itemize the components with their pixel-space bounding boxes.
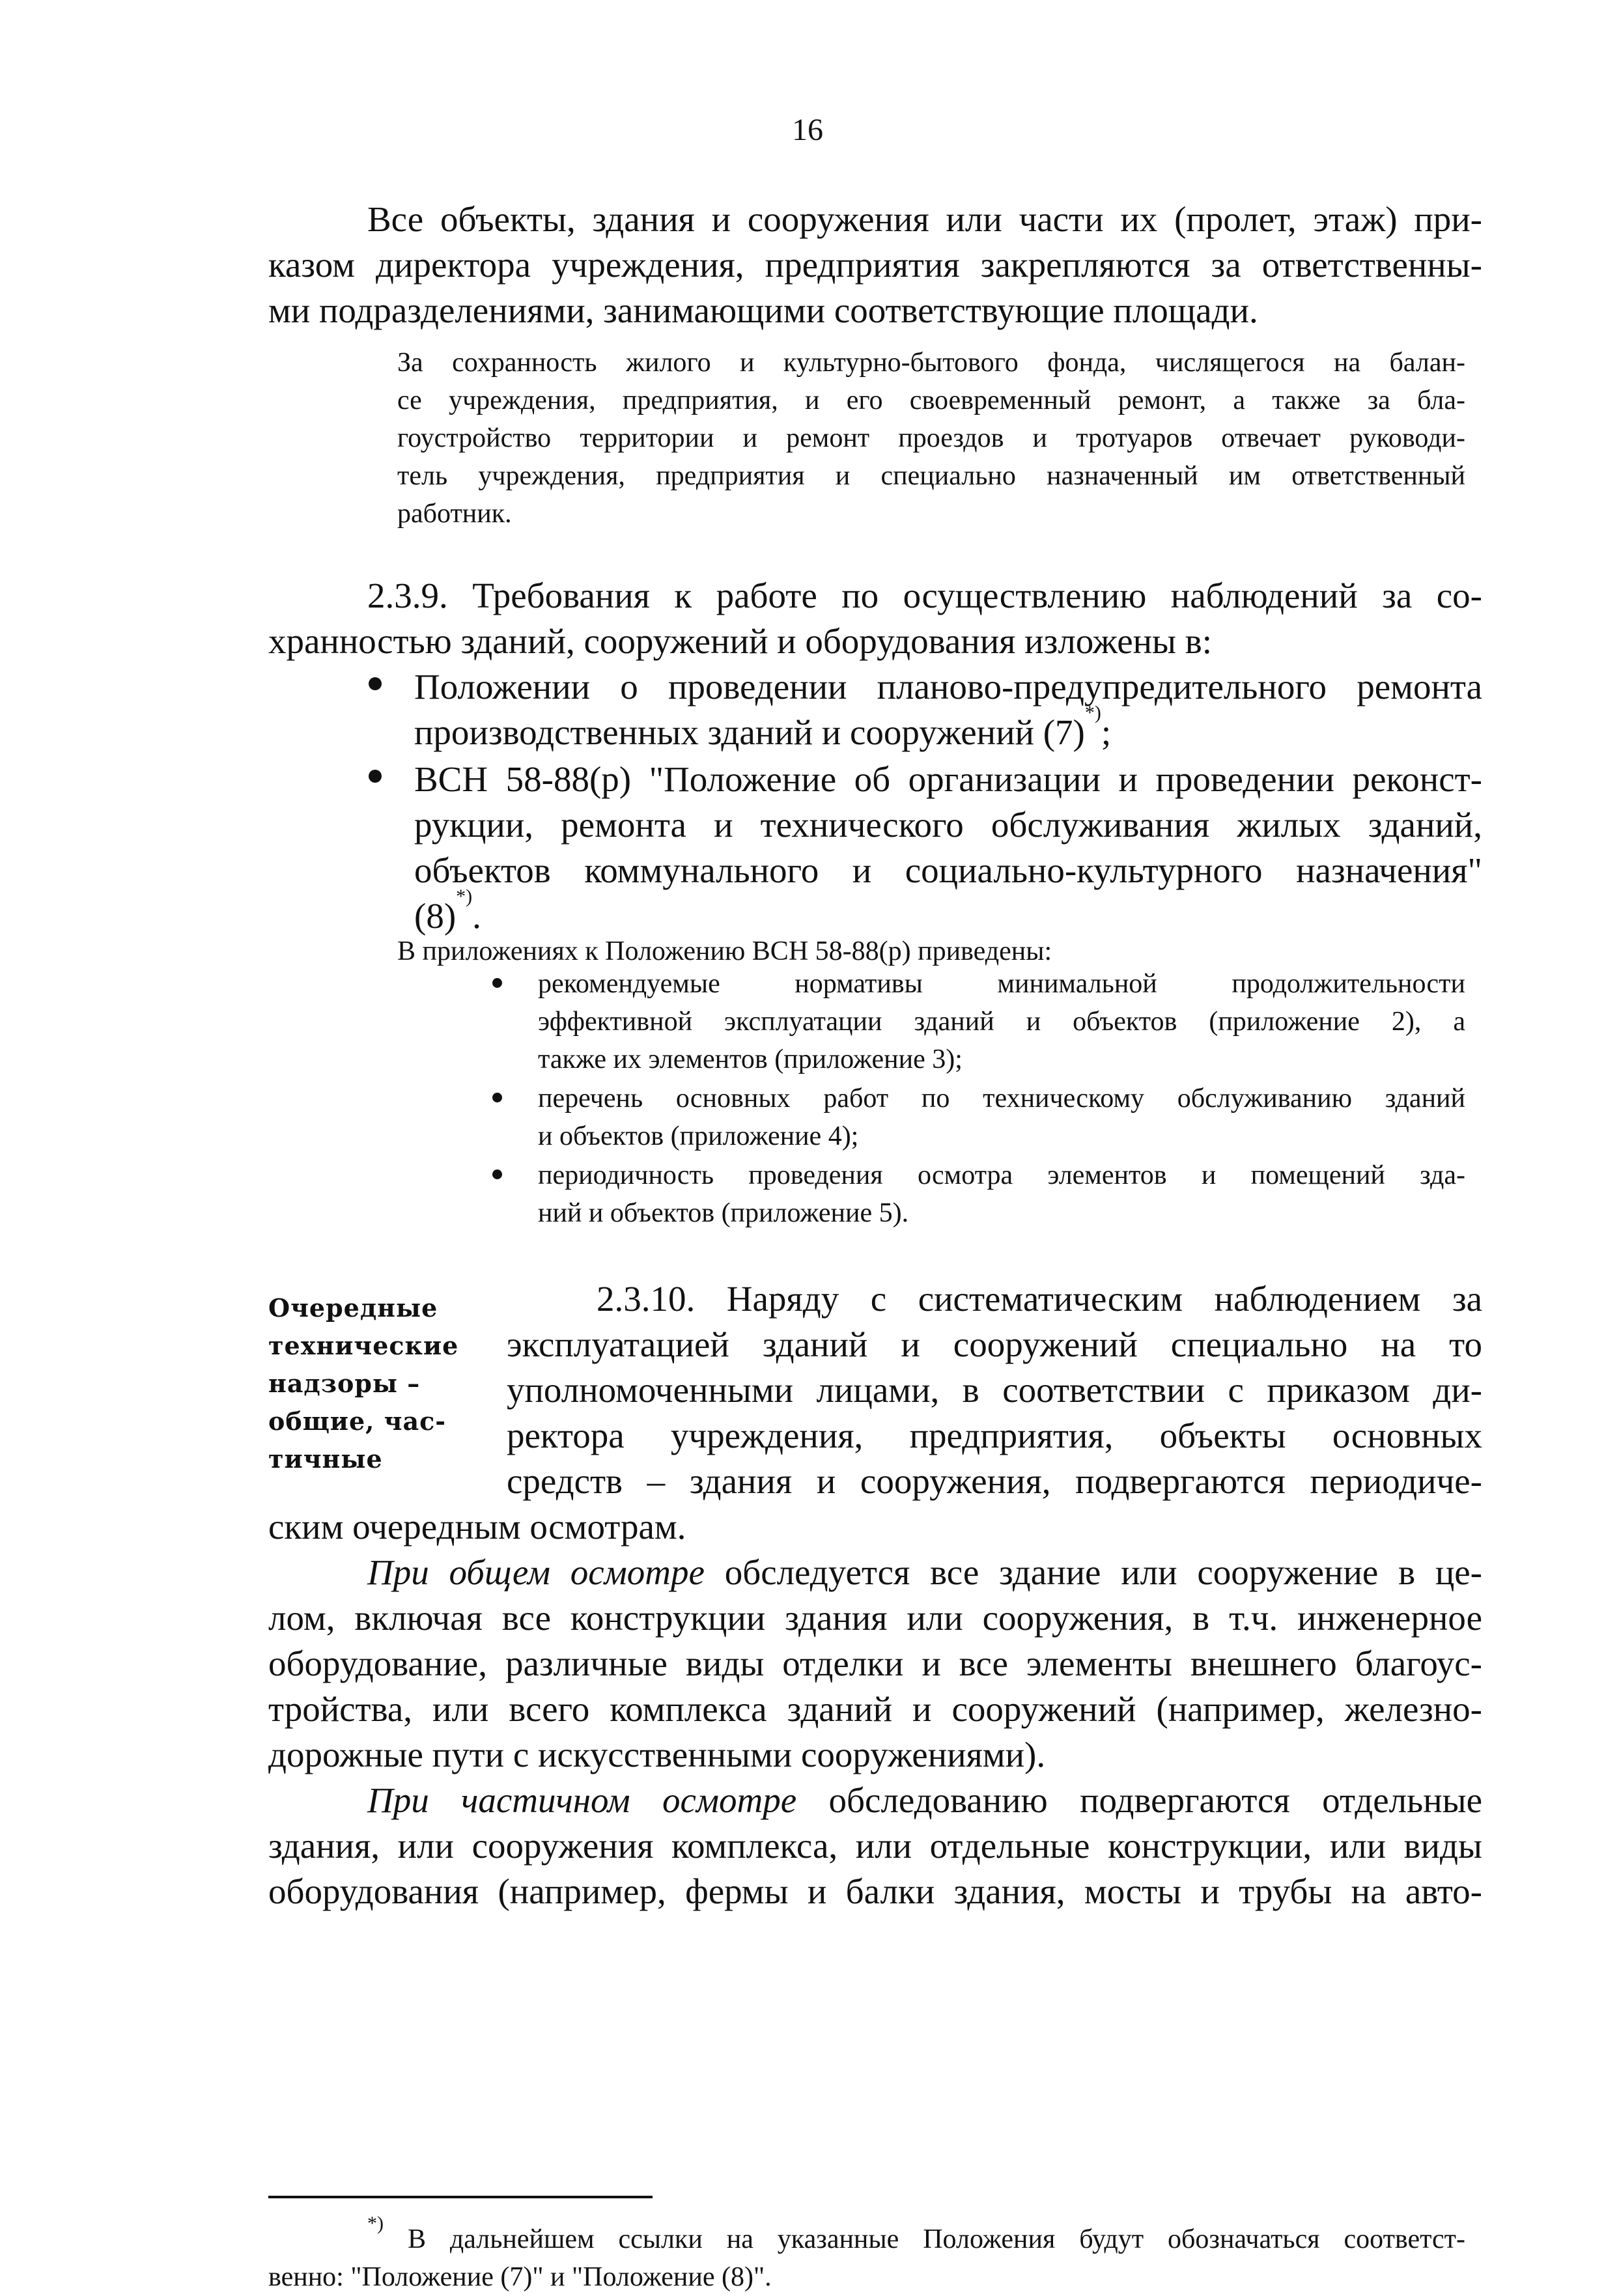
footnote-mark: *) bbox=[456, 886, 473, 907]
text-line: лом, включая все конструкции здания или сооружения, в т.ч. инженерное bbox=[268, 1598, 1482, 1638]
italic-term: При общем осмотре bbox=[367, 1552, 705, 1592]
text-line: ВСН 58-88(р) "Положение об организации и проведении реконст- bbox=[414, 759, 1482, 799]
text-line: уполномоченными лицами, в соответствии с приказом ди- bbox=[507, 1370, 1482, 1410]
footnote-mark: *) bbox=[367, 2213, 384, 2234]
footnote-mark: *) bbox=[1084, 702, 1101, 723]
text-line: работник. bbox=[397, 499, 512, 529]
text-line: тель учреждения, предприятия и специально назначенный им ответственный bbox=[397, 461, 1465, 491]
margin-note-line: Очередные bbox=[268, 1293, 438, 1323]
margin-note-line: надзоры – bbox=[268, 1369, 421, 1398]
text-line: Положении о проведении планово-предупредительного ремонта bbox=[414, 667, 1482, 707]
text-line: здания, или сооружения комплекса, или отдельные конструкции, или виды bbox=[268, 1826, 1482, 1866]
text-line: перечень основных работ по техническому обслуживанию зданий bbox=[538, 1084, 1465, 1113]
page-number: 16 bbox=[792, 113, 823, 147]
appendix-intro: В приложениях к Положению ВСН 58-88(р) приведены: bbox=[397, 936, 1052, 966]
text-line: периодичность проведения осмотра элементов и помещений зда- bbox=[538, 1160, 1465, 1190]
text-line: При общем осмотре обследуется все здание или сооружение в це- bbox=[367, 1552, 1482, 1592]
bullet-icon bbox=[369, 677, 382, 690]
text-line: средств – здания и сооружения, подвергаются периодиче- bbox=[507, 1461, 1482, 1501]
margin-note-line: общие, час- bbox=[268, 1407, 446, 1436]
margin-note-line: тичные bbox=[268, 1444, 383, 1474]
bullet-icon bbox=[369, 770, 382, 783]
section-heading-line: 2.3.10. Наряду с систематическим наблюдением за bbox=[597, 1279, 1482, 1319]
text-line: дорожные пути с искусственными сооружениями). bbox=[268, 1735, 1046, 1774]
text-line: и объектов (приложение 4); bbox=[538, 1121, 859, 1151]
text-line: тройства, или всего комплекса зданий и сооружений (например, железно- bbox=[268, 1689, 1482, 1729]
text-line: гоустройство территории и ремонт проездов и тротуаров отвечает руководи- bbox=[397, 423, 1465, 453]
text-line: объектов коммунального и социально-культурного назначения" bbox=[414, 850, 1482, 890]
text-line: также их элементов (приложение 3); bbox=[538, 1044, 963, 1074]
text-line: эксплуатацией зданий и сооружений специально на то bbox=[507, 1324, 1482, 1364]
text-line: ний и объектов (приложение 5). bbox=[538, 1198, 909, 1228]
text-line: ским очередным осмотрам. bbox=[268, 1507, 686, 1547]
text-line: ректора учреждения, предприятия, объекты основных bbox=[507, 1416, 1482, 1455]
text-line: эффективной эксплуатации зданий и объектов (приложение 2), а bbox=[538, 1007, 1465, 1037]
bullet-icon bbox=[492, 1169, 502, 1179]
text-line: оборудования (например, фермы и балки здания, мосты и трубы на авто- bbox=[268, 1871, 1482, 1911]
bullet-icon bbox=[492, 978, 502, 988]
text-line: се учреждения, предприятия, и его своевременный ремонт, а также за бла- bbox=[397, 385, 1465, 415]
text-line: оборудование, различные виды отделки и все элементы внешнего благоус- bbox=[268, 1644, 1482, 1683]
margin-note-line: технические bbox=[268, 1331, 459, 1360]
text-line: (8)*). bbox=[414, 886, 481, 936]
text-line: рукции, ремонта и технического обслуживания жилых зданий, bbox=[414, 805, 1482, 845]
text-line: При частичном осмотре обследованию подвергаются отдельные bbox=[367, 1780, 1482, 1820]
italic-term: При частичном осмотре bbox=[367, 1780, 797, 1820]
bullet-icon bbox=[492, 1093, 502, 1102]
footnote-divider bbox=[268, 2196, 653, 2198]
text-line: рекомендуемые нормативы минимальной продолжительности bbox=[538, 969, 1465, 999]
text-line: ми подразделениями, занимающими соответствующие площади. bbox=[268, 290, 1258, 330]
text-line: производственных зданий и сооружений (7)*); bbox=[414, 702, 1112, 752]
footnote-line: *) В дальнейшем ссылки на указанные Положения будут обозначаться соответст- bbox=[367, 2213, 1465, 2254]
text-line: казом директора учреждения, предприятия закрепляются за ответственны- bbox=[268, 245, 1482, 285]
text-line: хранностью зданий, сооружений и оборудования изложены в: bbox=[268, 621, 1212, 661]
text-line: За сохранность жилого и культурно-бытового фонда, числящегося на балан- bbox=[397, 348, 1465, 378]
section-heading-line: 2.3.9. Требования к работе по осуществлению наблюдений за со- bbox=[367, 576, 1482, 615]
text-line: Все объекты, здания и сооружения или части их (пролет, этаж) при- bbox=[367, 199, 1482, 239]
footnote-line: венно: "Положение (7)" и "Положение (8)". bbox=[268, 2262, 772, 2292]
